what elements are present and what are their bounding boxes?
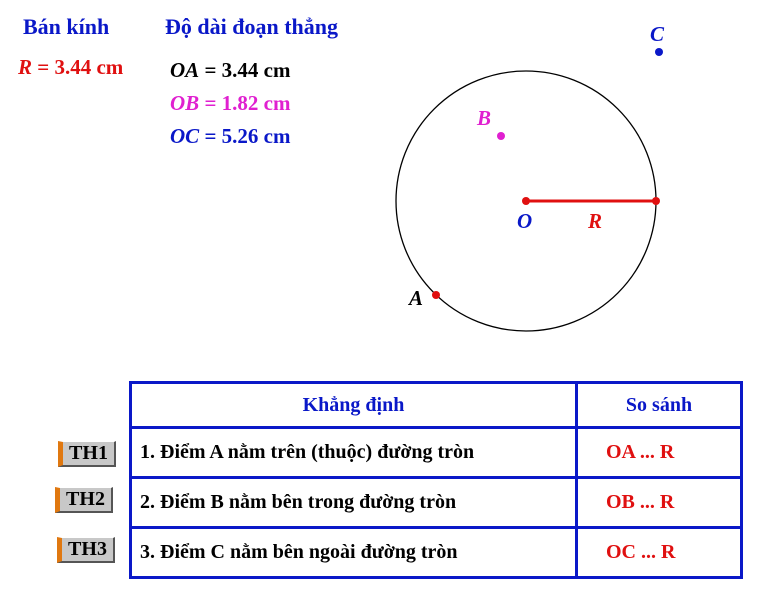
table-header-row [131,383,742,428]
oa-value: = 3.44 cm [199,58,291,82]
compare-cell[interactable]: OA ... R [577,428,742,478]
case-button-th3[interactable]: TH3 [57,537,115,563]
label-c: C [650,22,665,46]
radius-endpoint[interactable] [652,197,660,205]
point-a[interactable] [432,291,440,299]
length-heading: Độ dài đoạn thẳng [165,14,339,39]
claims-table [129,381,743,579]
case-button-th2[interactable]: TH2 [55,487,113,513]
compare-cell[interactable]: OB ... R [577,478,742,528]
point-o[interactable] [522,197,530,205]
ob-value: = 1.82 cm [199,91,291,115]
header-compare: So sánh [577,383,742,428]
case-button-th1[interactable]: TH1 [58,441,116,467]
table-row [131,428,742,478]
radius-symbol: R [18,55,33,79]
radius-heading: Bán kính [23,14,110,39]
claim-cell: 3. Điểm C nằm bên ngoài đường tròn [131,528,577,578]
table-row [131,478,742,528]
oc-symbol: OC [170,124,200,148]
oc-value: = 5.26 cm [199,124,291,148]
header-claim: Khẳng định [131,383,577,428]
label-o: O [517,209,533,233]
table-row [131,528,742,578]
oa-symbol: OA [170,58,200,82]
label-r: R [588,209,603,233]
claim-cell: 2. Điểm B nằm bên trong đường tròn [131,478,577,528]
radius-value: = 3.44 cm [32,55,124,79]
claim-cell: 1. Điểm A nằm trên (thuộc) đường tròn [131,428,577,478]
label-a: A [409,286,424,310]
label-b: B [477,106,492,130]
point-c[interactable] [655,48,663,56]
point-b[interactable] [497,132,505,140]
ob-symbol: OB [170,91,200,115]
compare-cell[interactable]: OC ... R [577,528,742,578]
